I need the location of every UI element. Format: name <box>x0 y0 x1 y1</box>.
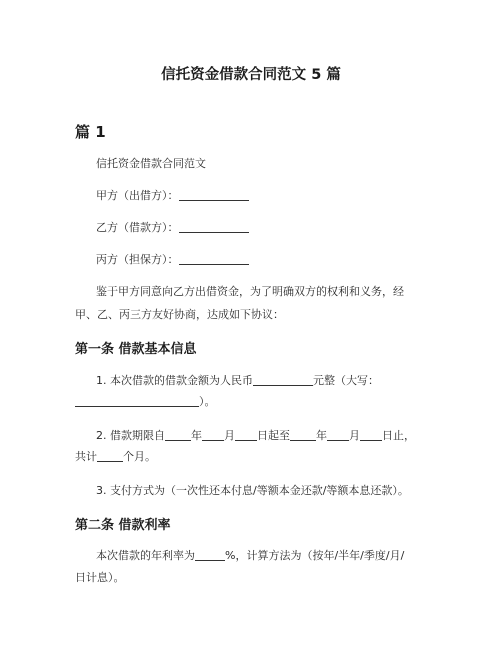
article-1-item-1-cont <box>75 393 216 409</box>
party-a-label: 甲方（出借方）： <box>96 189 179 202</box>
start-day-blank[interactable] <box>235 428 257 441</box>
article-1-item-2 <box>96 427 415 443</box>
item-1-text-b: 元整（大写： <box>313 374 379 387</box>
item-2-day-1: 日起至 <box>257 429 290 442</box>
end-month-blank[interactable] <box>327 428 349 441</box>
item-2-total-prefix: 共计 <box>75 450 97 463</box>
subtitle: 信托资金借款合同范文 <box>96 157 206 170</box>
item-2-month-1: 月 <box>224 429 235 442</box>
party-c-label: 丙方（担保方）： <box>96 253 179 266</box>
article-2-text-a: 本次借款的年利率为 <box>96 549 195 562</box>
article-1-item-1 <box>96 372 379 388</box>
item-1-text-a: 1. 本次借款的借款金额为人民币 <box>96 374 253 387</box>
item-2-day-2: 日止， <box>382 429 415 442</box>
party-b-label: 乙方（借款方）： <box>96 221 179 234</box>
article-2-text-b: %，计算方法为（按年/半年/季度/月/ <box>225 549 405 562</box>
item-2-total-suffix: 个月。 <box>123 450 156 463</box>
interest-rate-blank[interactable] <box>195 548 225 561</box>
party-a-blank[interactable] <box>179 188 249 201</box>
end-day-blank[interactable] <box>360 428 382 441</box>
document-title: 信托资金借款合同范文 5 篇 <box>161 67 341 83</box>
article-2-heading: 第二条 借款利率 <box>75 518 171 533</box>
amount-blank[interactable] <box>253 373 313 386</box>
party-c-line <box>96 251 249 267</box>
amount-uppercase-blank[interactable] <box>75 394 199 407</box>
start-month-blank[interactable] <box>202 428 224 441</box>
start-year-blank[interactable] <box>165 428 191 441</box>
item-2-month-2: 月 <box>349 429 360 442</box>
item-2-year-2: 年 <box>316 429 327 442</box>
party-b-line <box>96 219 249 235</box>
item-2-year-1: 年 <box>191 429 202 442</box>
article-2-text-line-2: 日计息）。 <box>75 571 125 584</box>
section-heading: 篇 1 <box>75 123 106 141</box>
party-b-blank[interactable] <box>179 220 249 233</box>
article-2-text-line-1 <box>96 547 404 563</box>
article-1-item-2-cont <box>75 448 156 464</box>
intro-line-1: 鉴于甲方同意向乙方出借资金，为了明确双方的权利和义务，经 <box>96 285 404 298</box>
total-months-blank[interactable] <box>97 449 123 462</box>
party-c-blank[interactable] <box>179 252 249 265</box>
item-2-prefix: 2. 借款期限自 <box>96 429 165 442</box>
article-1-item-3: 3. 支付方式为（一次性还本付息/等额本金还款/等额本息还款）。 <box>96 484 409 497</box>
end-year-blank[interactable] <box>290 428 316 441</box>
article-1-heading: 第一条 借款基本信息 <box>75 342 197 357</box>
item-1-text-c: ）。 <box>199 395 216 408</box>
intro-line-2: 甲、乙、丙三方友好协商，达成如下协议： <box>75 308 284 321</box>
party-a-line <box>96 187 249 203</box>
